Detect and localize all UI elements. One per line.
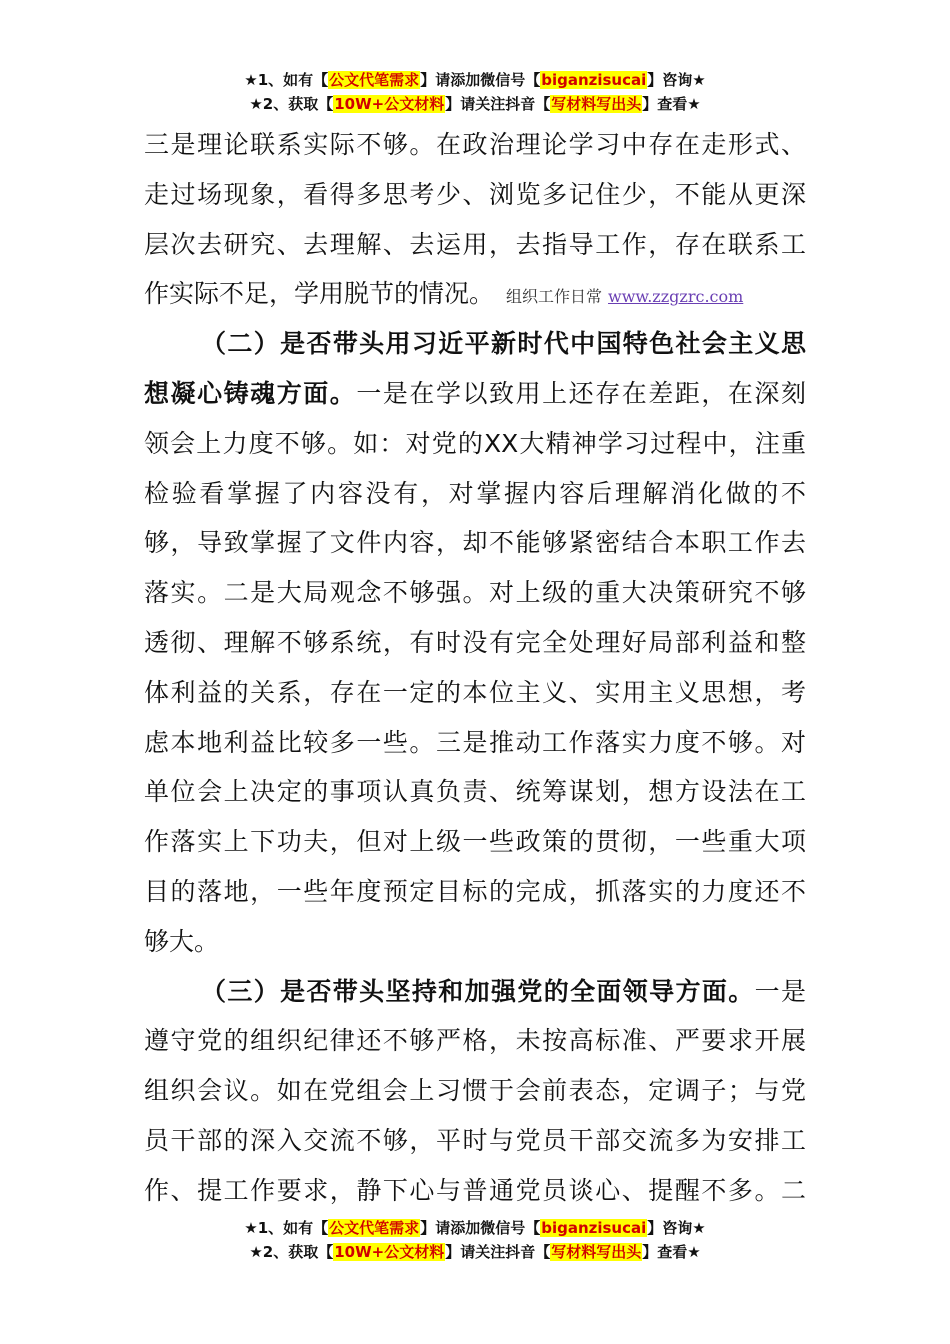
text-line: 作落实上下功夫，但对上级一些政策的贯彻，一些重大项 [144, 827, 806, 857]
promo-text: 】查看★ [642, 95, 701, 113]
promo-text: 】请关注抖音【 [445, 95, 551, 113]
promo-text: ★2、获取【 [249, 1243, 334, 1261]
text-line [144, 369, 806, 419]
text-line: 领会上力度不够。如：对党的XX大精神学习过程中，注重 [144, 428, 806, 458]
text-line [144, 967, 806, 1017]
text-run: 一是 [754, 976, 806, 1006]
text-line: 单位会上决定的事项认真负责、统筹谋划，想方设法在工 [144, 777, 806, 807]
text-line: 三是理论联系实际不够。在政治理论学习中存在走形式、 [144, 130, 806, 159]
text-line: 目的落地，一些年度预定目标的完成，抓落实的力度还不 [144, 876, 806, 906]
promo-text: 】请添加微信号【 [420, 1219, 541, 1237]
text-line: 够大。 [144, 926, 220, 956]
promo-line-2 [0, 1240, 950, 1264]
section-heading: （二）是否带头用习近平新时代中国特色社会主义思 [201, 329, 806, 359]
text-line: 员干部的深入交流不够，平时与党员干部交流多为安排工 [144, 1125, 806, 1155]
promo-highlight: 公文代笔需求 [329, 1219, 420, 1237]
promo-text: ★2、获取【 [249, 95, 334, 113]
promo-line-2 [0, 92, 950, 116]
promo-banner-top [0, 68, 950, 116]
promo-line-1 [0, 1216, 950, 1240]
promo-highlight: 10W+公文材料 [334, 95, 445, 113]
text-line: 落实。二是大局观念不够强。对上级的重大决策研究不够 [144, 578, 806, 608]
text-run: 一是在学以致用上还存在差距，在深刻 [356, 378, 806, 408]
promo-highlight: 写材料写出头 [551, 95, 642, 113]
promo-text: 】咨询★ [647, 1219, 706, 1237]
text-line: 检验看掌握了内容没有，对掌握内容后理解消化做的不 [144, 478, 806, 508]
promo-highlight: 公文代笔需求 [329, 71, 420, 89]
promo-banner-bottom [0, 1216, 950, 1264]
text-line: 层次去研究、去理解、去运用，去指导工作，存在联系工 [144, 229, 806, 259]
text-line: 遵守党的组织纪律还不够严格，未按高标准、严要求开展 [144, 1026, 806, 1056]
promo-text: 】咨询★ [647, 71, 706, 89]
promo-text: 】查看★ [642, 1243, 701, 1261]
section-heading-tail: 想凝心铸魂方面。 [144, 378, 357, 408]
text-line: 走过场现象，看得多思考少、浏览多记住少，不能从更深 [144, 179, 806, 209]
promo-text: ★1、如有【 [244, 71, 329, 89]
text-line: 虑本地利益比较多一些。三是推动工作落实力度不够。对 [144, 727, 806, 757]
text-line: 组织会议。如在党组会上习惯于会前表态，定调子；与党 [144, 1076, 806, 1106]
promo-text: 】请添加微信号【 [420, 71, 541, 89]
text-line: 作、提工作要求，静下心与普通党员谈心、提醒不多。二 [144, 1175, 806, 1205]
promo-text: 】请关注抖音【 [445, 1243, 551, 1261]
text-line: 透彻、理解不够系统，有时没有完全处理好局部利益和整 [144, 627, 806, 657]
text-line: 体利益的关系，存在一定的本位主义、实用主义思想，考 [144, 677, 806, 707]
promo-highlight: biganzisucai [541, 71, 647, 89]
watermark-link[interactable]: www.zzgzrc.com [608, 287, 744, 307]
text-run: 作实际不足，学用脱节的情况。 [144, 279, 495, 309]
promo-highlight: 写材料写出头 [551, 1243, 642, 1261]
watermark-label: 组织工作日常 [506, 287, 603, 307]
text-line: 够，导致掌握了文件内容，却不能够紧密结合本职工作去 [144, 528, 806, 558]
promo-highlight: 10W+公文材料 [334, 1243, 445, 1261]
promo-line-1 [0, 68, 950, 92]
promo-highlight: biganzisucai [541, 1219, 647, 1237]
promo-text: ★1、如有【 [244, 1219, 329, 1237]
text-line [144, 269, 806, 319]
document-body [144, 120, 806, 1216]
section-heading: （三）是否带头坚持和加强党的全面领导方面。 [201, 976, 755, 1006]
